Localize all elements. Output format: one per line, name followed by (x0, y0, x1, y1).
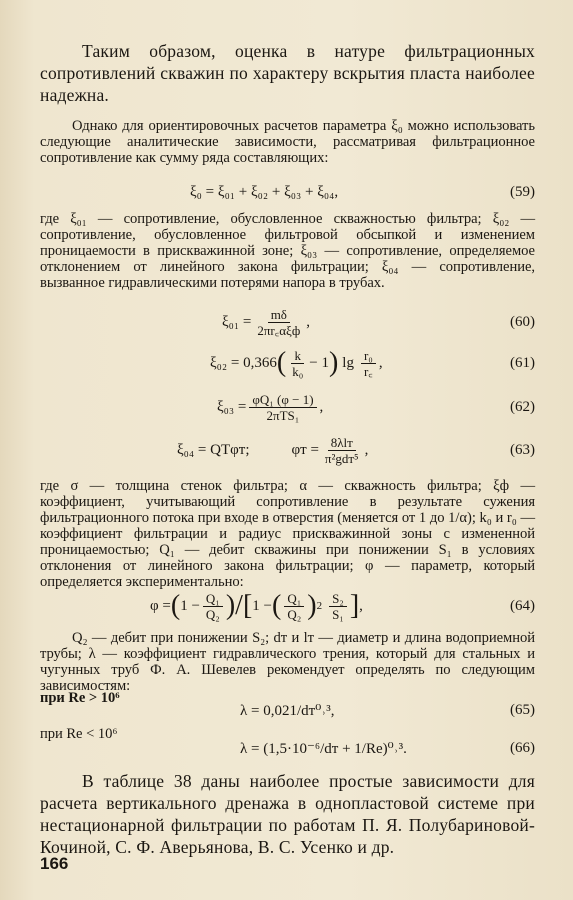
equation-60-formula (222, 302, 310, 342)
denominator: π²gdт⁵ (324, 450, 359, 466)
equation-62 (40, 387, 535, 427)
equation-62-number: (62) (510, 398, 535, 415)
condition-2: при Re < 10⁶ (40, 726, 118, 742)
equation-64-formula (150, 584, 363, 628)
equation-66-number: (66) (510, 739, 535, 756)
equation-59 (40, 172, 535, 212)
equation-62-formula (217, 387, 323, 427)
numerator: 8λlт (328, 435, 356, 451)
equation-64-number: (64) (510, 597, 535, 614)
page-number: 166 (40, 854, 69, 873)
equation-64-fraction-2 (284, 591, 304, 622)
equation-64-exponent: 2 (316, 600, 323, 612)
right-paren: ) (328, 347, 339, 378)
left-paren: ( (276, 347, 287, 378)
numerator: Q₁ (203, 591, 223, 607)
equation-64-fraction-1 (203, 591, 223, 622)
equation-61-number: (61) (510, 354, 535, 371)
equation-65-formula: λ = 0,021/dт⁰˒³, (240, 702, 335, 719)
paragraph-3: где σ — толщина стенок фильтра; α — скважность фильтра; ξф — коэффициент, учитывающий сопротивление в результате сужения фильтрационного потока при входе в отверстия (меняется от 1 до 1/α); k₀ и r₀ — коэффициент фильтрации и радиус прискважинной зоны с измененной проницаемостью; Q₁ — дебит скважины при понижении S₁ в условиях отклонения от линейного закона фильтрации; φ — параметр, который определяется экспериментально: (40, 478, 535, 590)
denominator: 2πTS₁ (266, 407, 300, 423)
equation-61-lhs: ξ₀₂ = 0,366 (210, 354, 277, 371)
numerator: r₀ (361, 348, 376, 364)
equation-60-fraction (254, 307, 303, 338)
equation-61-fraction-1 (289, 348, 306, 379)
equation-59-number: (59) (510, 183, 535, 200)
equation-60 (40, 302, 535, 342)
left-paren-2: ( (272, 590, 282, 621)
equation-63-formula (177, 430, 368, 470)
equation-62-tail: , (319, 398, 324, 415)
equation-64 (40, 584, 535, 628)
equation-61-fraction-2 (361, 348, 376, 379)
numerator: Q₁ (284, 591, 304, 607)
paragraph-2: где ξ₀₁ — сопротивление, обусловленное скважностью фильтра; ξ₀₂ — сопротивление, обусловленное фильтровой обсыпкой и изменением проницаемости в прискважинной зоне; ξ₀₃ — сопротивление, определяемое отклонением от линейного закона фильтрации; ξ₀₄ — сопротивление, вызванное гидравлическими потерями напора в трубах. (40, 211, 535, 291)
equation-64-one: 1 − (180, 597, 200, 614)
paragraph-4: Q₂ — дебит при понижении S₂; dт и lт — диаметр и длина водоприемной трубы; λ — коэффициент гидравлического трения, который для стальных и чугунных труб Ф. А. Шевелев рекомендует определять по следующим зависимостям: (40, 630, 535, 694)
denominator: k₀ (292, 363, 304, 379)
numerator: mδ (268, 307, 290, 323)
equation-66-formula: λ = (1,5·10⁻⁶/dт + 1/Re)⁰˒³. (240, 740, 407, 757)
equation-64-tail: , (359, 597, 363, 614)
equation-63 (40, 430, 535, 470)
equation-63-lhs: ξ₀₄ = QTφт; (177, 441, 250, 458)
equation-63-number: (63) (510, 441, 535, 458)
equation-65-number: (65) (510, 701, 535, 718)
equation-64-slash: / (235, 590, 243, 621)
denominator: Q₂ (205, 606, 220, 622)
right-bracket: ] (349, 590, 360, 621)
equation-61-lg: lg (342, 354, 354, 371)
right-paren: ) (225, 590, 236, 621)
equation-63-lhs2: φт = (291, 441, 319, 458)
equation-62-lhs: ξ₀₃ = (217, 398, 247, 415)
equation-59-formula: ξ₀ = ξ₀₁ + ξ₀₂ + ξ₀₃ + ξ₀₄, (190, 183, 339, 200)
equation-65 (40, 695, 535, 725)
equation-61-formula (210, 343, 383, 383)
equation-60-tail: , (306, 313, 311, 330)
right-paren-2: ) (307, 590, 317, 621)
equation-61 (40, 343, 535, 383)
denominator: Q₂ (287, 606, 302, 622)
equation-62-fraction (249, 392, 316, 423)
numerator: S₂ (329, 591, 347, 607)
equation-60-number: (60) (510, 313, 535, 330)
equation-63-fraction (322, 435, 362, 466)
denominator: S₁ (332, 606, 344, 622)
numerator: k (291, 348, 304, 364)
equation-64-lhs: φ = (150, 597, 171, 614)
denominator: 2πr꜀αξф (257, 322, 301, 338)
denominator: r꜀ (363, 363, 373, 379)
intro-paragraph: Таким образом, оценка в натуре фильтрационных сопротивлений скважин по характеру вскрытия пласта наиболее надежна. (40, 41, 535, 105)
left-paren: ( (170, 590, 181, 621)
equation-64-fraction-3 (329, 591, 347, 622)
equation-64-one-2: 1 − (252, 597, 272, 614)
paragraph-1: Однако для ориентировочных расчетов параметра ξ₀ можно использовать следующие аналитические зависимости, рассматривая фильтрационное сопротивление как сумму ряда составляющих: (40, 118, 535, 166)
paragraph-5: В таблице 38 даны наиболее простые зависимости для расчета вертикального дренажа в однопластовой системе при нестационарной фильтрации по работам П. Я. Полубариновой-Кочиной, С. Ф. Аверьянова, В. С. Усенко и др. (40, 771, 535, 857)
numerator: φQ₁ (φ − 1) (249, 392, 316, 408)
left-bracket: [ (242, 590, 253, 621)
equation-63-tail: , (364, 441, 369, 458)
condition-1: при Re > 10⁶ (40, 690, 120, 706)
equation-61-mid: − 1 (309, 354, 329, 371)
equation-61-tail: , (378, 354, 383, 371)
equation-60-lhs: ξ₀₁ = (222, 313, 252, 330)
equation-66 (40, 733, 535, 763)
